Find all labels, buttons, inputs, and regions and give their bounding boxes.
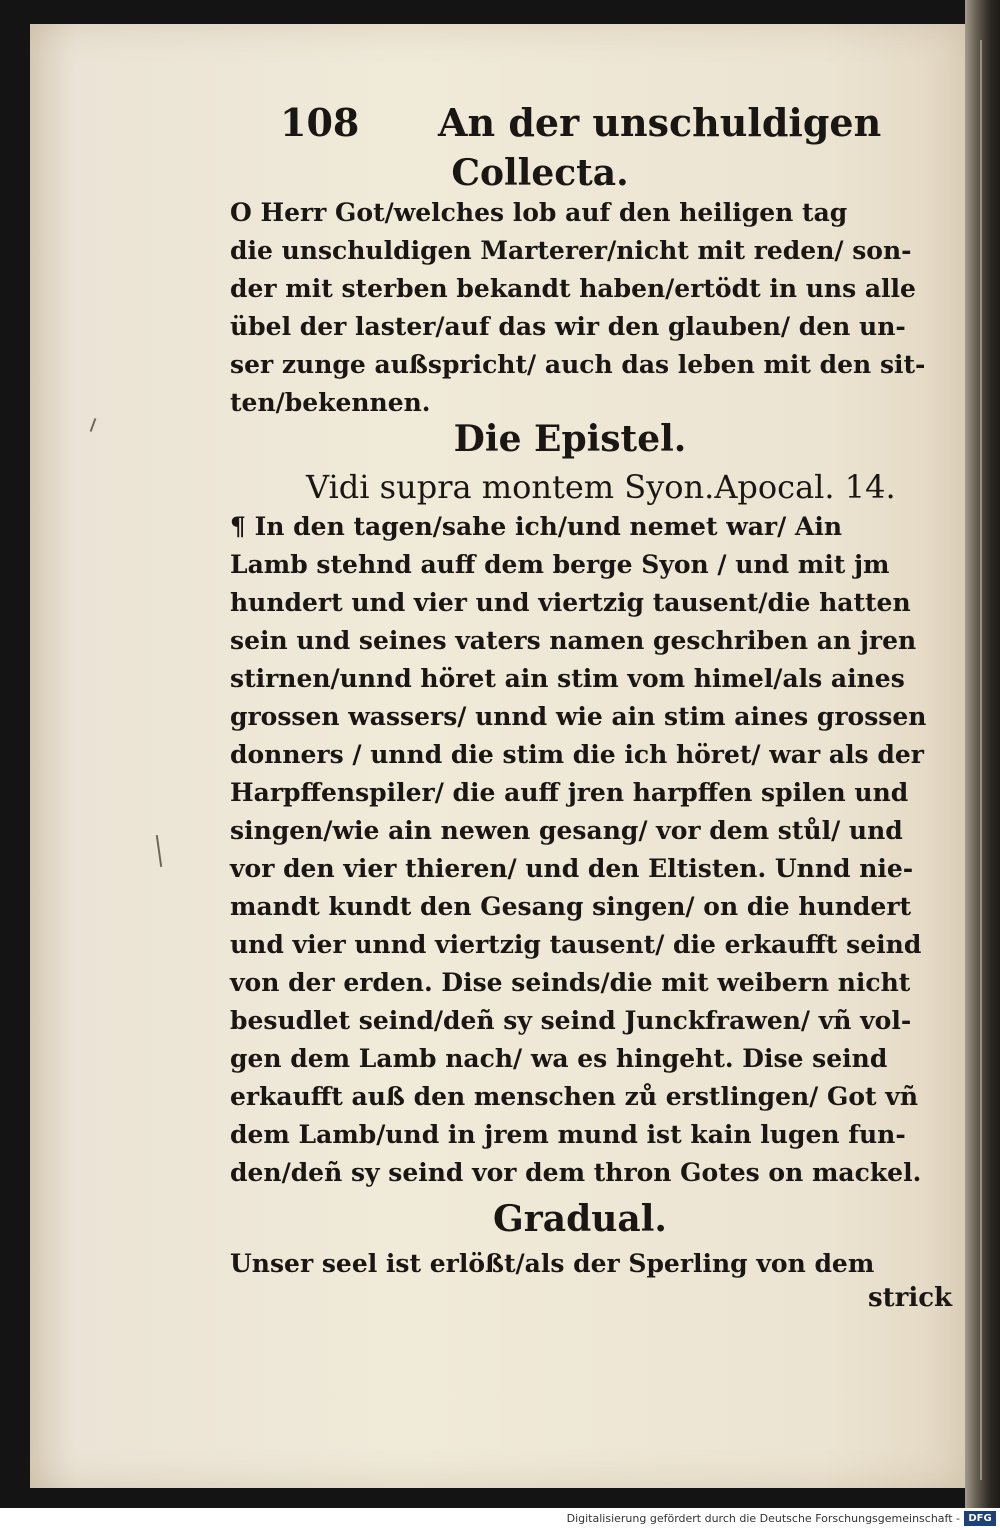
funding-credit: Digitalisierung gefördert durch die Deutsche Forschungsgemeinschaft - (566, 1512, 960, 1525)
text-line: mandt kundt den Gesang singen/ on die hundert (230, 892, 912, 921)
text-line: den/deñ sy seind vor dem thron Gotes on mackel. (230, 1158, 922, 1187)
text-line: Unser seel ist erlößt/als der Sperling von dem (230, 1249, 875, 1278)
text-line: singen/wie ain newen gesang/ vor dem stůl/ und (230, 816, 903, 845)
catchword: strick (868, 1283, 953, 1313)
text-line: Lamb stehnd auff dem berge Syon / und mit jm (230, 550, 890, 579)
epistel-subtitle: Vidi supra montem Syon.Apocal. 14. (306, 468, 896, 506)
text-line: von der erden. Dise seinds/die mit weibern nicht (230, 968, 911, 997)
heading-epistel: Die Epistel. (453, 418, 687, 460)
text-line: der mit sterben bekandt haben/ertödt in uns alle (230, 274, 916, 303)
text-line: hundert und vier und viertzig tausent/die hatten (230, 588, 911, 617)
text-line: ser zunge außspricht/ auch das leben mit den sit- (230, 350, 926, 379)
running-head: An der unschuldigen (438, 100, 882, 145)
text-line: stirnen/unnd höret ain stim vom himel/als aines (230, 664, 905, 693)
text-line: die unschuldigen Marterer/nicht mit reden/ son- (230, 236, 912, 265)
text-line: O Herr Got/welches lob auf den heiligen tag (230, 198, 848, 227)
text-line: und vier unnd viertzig tausent/ die erkaufft seind (230, 930, 922, 959)
text-line: ¶ In den tagen/sahe ich/und nemet war/ Ain (230, 512, 842, 541)
page-number: 108 (280, 100, 360, 145)
text-line: erkaufft auß den menschen zů erstlingen/ Got vñ (230, 1082, 919, 1111)
collecta-text (230, 194, 970, 422)
text-line: gen dem Lamb nach/ wa es hingeht. Dise seind (230, 1044, 888, 1073)
text-line: ten/bekennen. (230, 388, 431, 417)
text-line: übel der laster/auf das wir den glauben/ den un- (230, 312, 906, 341)
heading-collecta: Collecta. (451, 152, 629, 194)
text-line: Harpffenspiler/ die auff jren harpffen spilen und (230, 778, 909, 807)
heading-gradual: Gradual. (493, 1198, 667, 1240)
book-gutter (965, 0, 1000, 1508)
text-line: vor den vier thieren/ und den Eltisten. Unnd nie- (230, 854, 914, 883)
text-line: grossen wassers/ unnd wie ain stim aines grossen (230, 702, 927, 731)
text-line: dem Lamb/und in jrem mund ist kain lugen fun- (230, 1120, 906, 1149)
text-line: besudlet seind/deñ sy seind Junckfrawen/ vñ vol- (230, 1006, 912, 1035)
footer-bar (0, 1508, 1000, 1530)
epistel-text (230, 508, 970, 1192)
text-line: donners / unnd die stim die ich höret/ war als der (230, 740, 924, 769)
gradual-text (230, 1245, 970, 1283)
gutter-edge (980, 40, 982, 1480)
dfg-logo: DFG (964, 1511, 996, 1526)
text-line: sein und seines vaters namen geschriben an jren (230, 626, 917, 655)
